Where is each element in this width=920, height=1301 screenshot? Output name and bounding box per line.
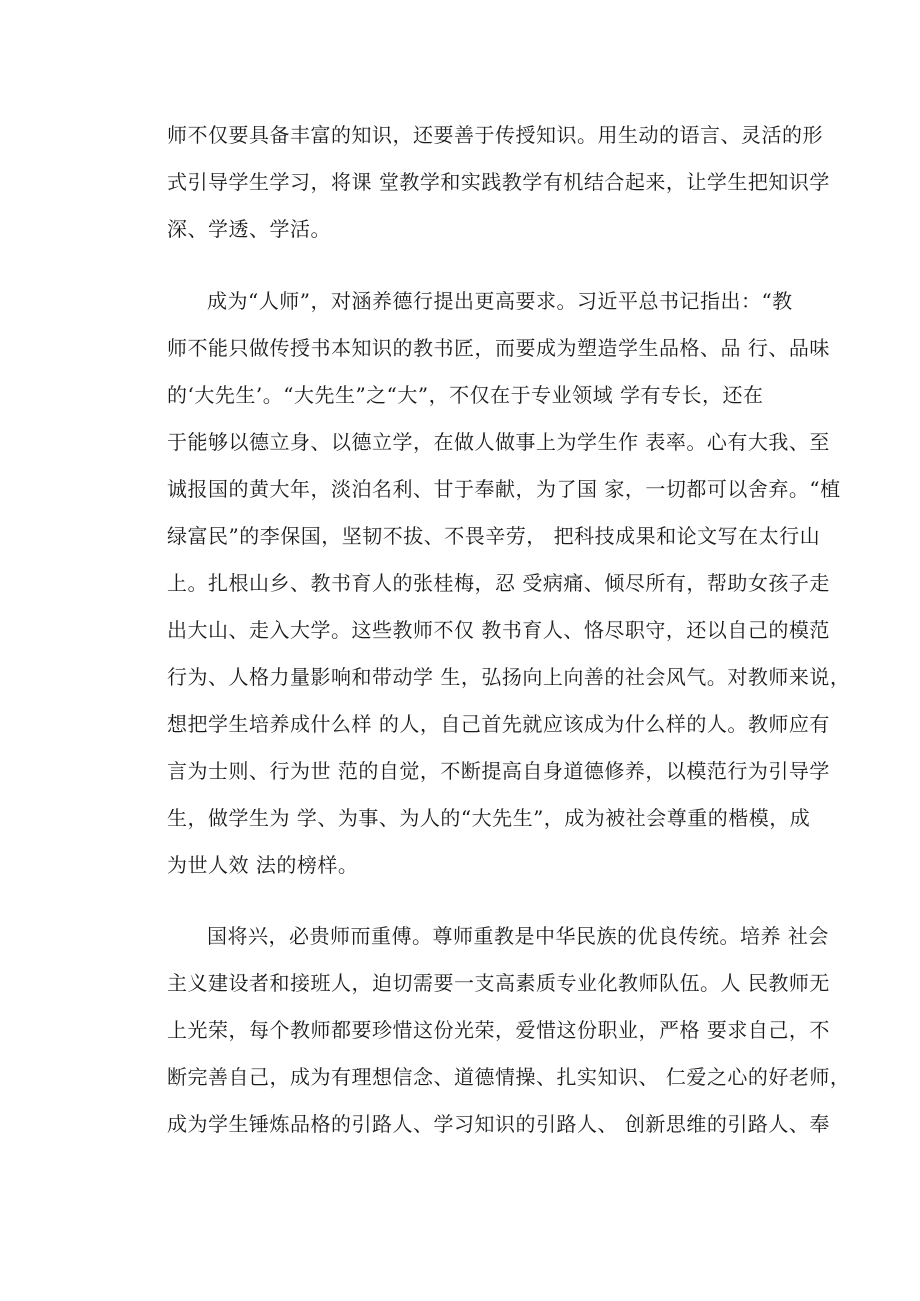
paragraph-3-line-1: 国将兴，必贵师而重傅。尊师重教是中华民族的优良传统。培养 社会 [207, 924, 829, 948]
paragraph-2-line-6: 绿富民”的李保国，坚韧不拔、不畏辛劳， 把科技成果和论文写在太行山 [167, 524, 821, 548]
paragraph-2-line-9: 行为、人格力量影响和带动学 生，弘扬向上向善的社会风气。对教师来说， [167, 665, 851, 689]
paragraph-2-line-1: 成为“人师”，对涵养德行提出更高要求。习近平总书记指出：“教 [207, 289, 793, 313]
paragraph-1-line-3: 深、学透、学活。 [167, 217, 331, 241]
paragraph-2-line-3: 的‘大先生’。“大先生”之“大”，不仅在于专业领域 学有专长，还在 [167, 383, 764, 407]
paragraph-2-line-5: 诚报国的黄大年，淡泊名利、甘于奉献，为了国 家，一切都可以舍弃。“植 [167, 477, 841, 501]
paragraph-2-line-4: 于能够以德立身、以德立学，在做人做事上为学生作 表率。心有大我、至 [167, 430, 830, 454]
paragraph-3-line-2: 主义建设者和接班人，迫切需要一支高素质专业化教师队伍。人 民教师无 [167, 971, 830, 995]
paragraph-3-line-3: 上光荣，每个教师都要珍惜这份光荣，爱惜这份职业，严格 要求自己，不 [167, 1018, 830, 1042]
paragraph-3-line-4: 断完善自己，成为有理想信念、道德情操、扎实知识、 仁爱之心的好老师， [167, 1065, 851, 1089]
paragraph-2-line-10: 想把学生培养成什么样 的人，自己首先就应该成为什么样的人。教师应有 [167, 712, 830, 736]
paragraph-2-line-2: 师不能只做传授书本知识的教书匠，而要成为塑造学生品格、品 行、品味 [167, 336, 830, 360]
paragraph-2-line-12: 生，做学生为 学、为事、为人的“大先生”，成为被社会尊重的楷模，成 [167, 806, 811, 830]
paragraph-3-line-5: 成为学生锤炼品格的引路人、学习知识的引路人、 创新思维的引路人、奉 [167, 1112, 830, 1136]
paragraph-2-line-13: 为世人效 法的榜样。 [167, 853, 359, 877]
paragraph-2-line-8: 出大山、走入大学。这些教师不仅 教书育人、恪尽职守，还以自己的模范 [167, 618, 830, 642]
paragraph-1-line-1: 师不仅要具备丰富的知识，还要善于传授知识。用生动的语言、灵活的形 [167, 123, 823, 147]
paragraph-2-line-11: 言为士则、行为世 范的自觉，不断提高自身道德修养，以模范行为引导学 [167, 759, 830, 783]
paragraph-2-line-7: 上。扎根山乡、教书育人的张桂梅，忍 受病痛、倾尽所有，帮助女孩子走 [167, 571, 830, 595]
paragraph-1-line-2: 式引导学生学习，将课 堂教学和实践教学有机结合起来，让学生把知识学 [167, 170, 830, 194]
